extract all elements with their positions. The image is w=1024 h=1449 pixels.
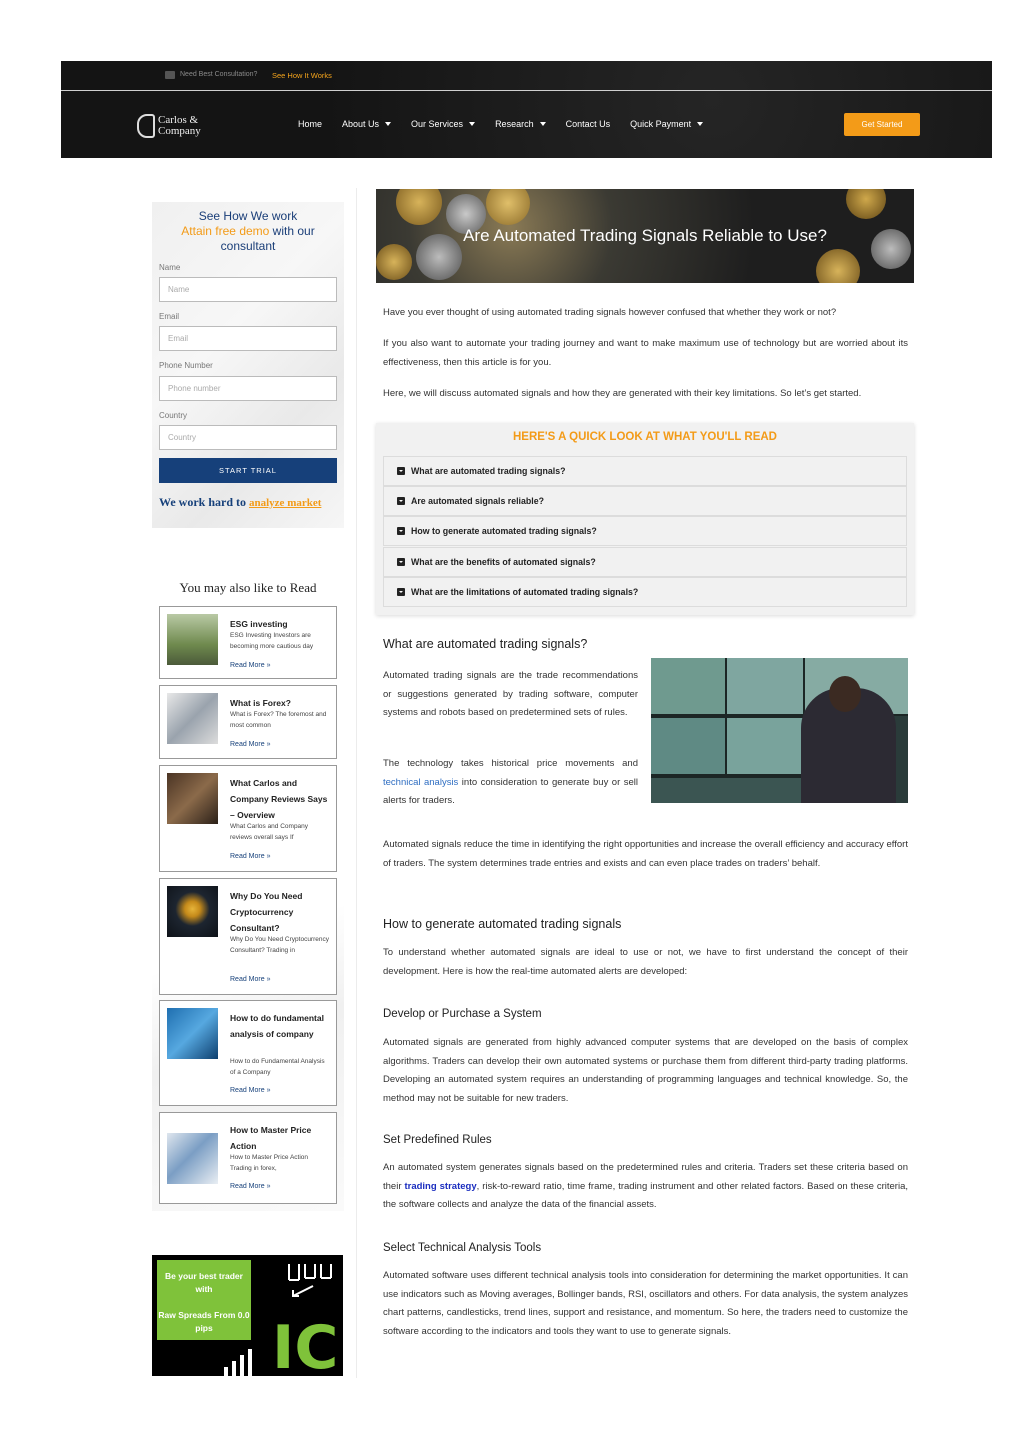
article-hero (376, 189, 914, 283)
toc-item[interactable]: Are automated signals reliable? (383, 486, 907, 516)
read-more-link[interactable]: Read More » (230, 853, 271, 860)
read-more-link[interactable]: Read More » (230, 1183, 271, 1190)
logo-mark-icon (137, 114, 155, 138)
card-title[interactable]: Why Do You Need Cryptocurrency Consultant? (230, 891, 303, 933)
forex-thumbnail (167, 693, 218, 744)
card-excerpt: Why Do You Need Cryptocurrency Consultant? Trading in (230, 936, 329, 954)
intro-paragraph: Have you ever thought of using automated trading signals however confused that whether they work or not? (383, 307, 837, 318)
read-more-link[interactable]: Read More » (230, 741, 271, 748)
demo-form (152, 202, 344, 528)
chevron-down-icon (469, 122, 475, 126)
sidebar-divider (356, 188, 357, 1378)
toc-heading: HERE'S A QUICK LOOK AT WHAT YOU'LL READ (512, 431, 777, 443)
caret-square-icon (397, 558, 405, 566)
card-excerpt: ESG Investing Investors are becoming more cautious day (230, 632, 314, 650)
name-label: Name (159, 263, 181, 272)
ad-text-box: Be your best trader with Raw Spreads From 0.0 pips (157, 1260, 251, 1340)
email-label: Email (159, 312, 180, 321)
ad-brand: IC (272, 1313, 339, 1376)
card-excerpt: What is Forex? The foremost and most common (230, 711, 327, 729)
related-card[interactable] (159, 765, 337, 872)
caret-square-icon (397, 497, 405, 505)
section-paragraph: Automated signals reduce the time in identifying the right opportunities and increase the overall efficiency and accuracy effort of traders. The system determines trade entries and exists and can even place trades on traders’ behalf. (383, 839, 908, 869)
site-header (61, 61, 992, 158)
toc-item[interactable]: What are automated trading signals? (383, 456, 907, 486)
related-card[interactable] (159, 606, 337, 679)
intro-paragraph: If you also want to automate your trading journey and want to make maximum use of technology but are worried about its effectiveness, then this article is for you. (383, 338, 908, 368)
caret-square-icon (397, 527, 405, 535)
toc-item[interactable]: What are the benefits of automated signals? (383, 547, 907, 577)
fundamental-analysis-thumbnail (167, 1008, 218, 1059)
nav-our-services[interactable]: Our Services (411, 119, 475, 129)
caret-square-icon (397, 467, 405, 475)
section-paragraph: Automated signals are generated from highly advanced computer systems that are developed on the basis of complex algorithms. Traders can develop their own automated systems or purchase them from different third-party trading platforms. Developing an automated system requires an understanding of programming languages and technical knowledge. So, the method may not be suitable for new traders. (383, 1037, 908, 1104)
section-paragraph: Automated software uses different technical analysis tools into consideration for determining the market opportunities. It can use indicators such as Moving averages, Bollinger bands, RSI, oscillators and others. For data analysis, the system analyzes chart patterns, candlesticks, trend lines, support and resistance, and momentum. So here, the traders need to customize the software according to the indicators and tools they want to use to generate signals. (383, 1270, 908, 1337)
crypto-thumbnail (167, 886, 218, 937)
read-more-link[interactable]: Read More » (230, 976, 271, 983)
start-trial-button[interactable]: START TRIAL (159, 458, 337, 483)
subsection-heading: Develop or Purchase a System (383, 1008, 542, 1020)
card-excerpt: How to do Fundamental Analysis of a Company (230, 1058, 325, 1076)
chevron-down-icon (540, 122, 546, 126)
nav-home[interactable]: Home (298, 119, 323, 129)
tagline: We work hard to analyze market (159, 495, 322, 509)
logo-text: Carlos & Company (158, 114, 201, 137)
ad-logo-icon (285, 1260, 337, 1300)
table-of-contents (376, 423, 914, 615)
main-nav (298, 119, 723, 129)
read-more-link[interactable]: Read More » (230, 662, 271, 669)
caret-square-icon (397, 588, 405, 596)
ic-markets-ad[interactable] (152, 1255, 343, 1376)
name-input[interactable]: Name (159, 277, 337, 302)
related-heading: You may also like to Read (179, 580, 317, 595)
article-title: Are Automated Trading Signals Reliable to Use? (463, 226, 827, 245)
technical-analysis-link[interactable]: technical analysis (383, 776, 459, 788)
chevron-down-icon (385, 122, 391, 126)
card-excerpt: How to Master Price Action Trading in forex, (230, 1154, 309, 1172)
trader-image (651, 658, 908, 803)
country-input[interactable]: Country (159, 425, 337, 450)
see-how-link[interactable]: See How It Works (272, 71, 332, 80)
top-bar (61, 61, 992, 91)
get-started-button[interactable]: Get Started (844, 113, 920, 136)
analyze-market-link[interactable]: analyze market (249, 497, 322, 509)
related-card[interactable] (159, 685, 337, 759)
toc-item[interactable]: How to generate automated trading signals? (383, 516, 907, 546)
section-heading: What are automated trading signals? (383, 637, 588, 651)
section-heading: How to generate automated trading signals (383, 917, 622, 931)
chevron-down-icon (697, 122, 703, 126)
nav-about-us[interactable]: About Us (342, 119, 391, 129)
phone-input[interactable]: Phone number (159, 376, 337, 401)
nav-contact-us[interactable]: Contact Us (565, 119, 611, 129)
read-more-link[interactable]: Read More » (230, 1087, 271, 1094)
section-paragraph: The technology takes historical price movements and technical analysis into consideration to generate buy or sell alerts for traders. (383, 758, 638, 807)
person-head (829, 676, 861, 712)
section-paragraph: An automated system generates signals based on the predetermined rules and criteria. Traders set these criteria based on their trading strategy, risk-to-reward ratio, time frame, trading instrument and other related factors. Based on these criteria, the software collects and analyze the data of the financial assets. (383, 1162, 908, 1211)
section-paragraph: Automated trading signals are the trade recommendations or suggestions generated by trading software, computer systems and robots based on predetermined sets of rules. (383, 670, 638, 719)
card-title[interactable]: What is Forex? (230, 698, 291, 708)
esg-thumbnail (167, 614, 218, 665)
related-card[interactable] (159, 1112, 337, 1204)
card-excerpt: What Carlos and Company reviews overall says If (230, 823, 309, 841)
phone-label: Phone Number (159, 361, 213, 370)
card-title[interactable]: How to Master Price Action (230, 1125, 312, 1151)
intro-paragraph: Here, we will discuss automated signals and how they are generated with their key limitations. So let’s get started. (383, 388, 862, 399)
related-card[interactable] (159, 878, 337, 995)
logo[interactable] (137, 114, 201, 138)
reviews-thumbnail (167, 773, 218, 824)
nav-quick-payment[interactable]: Quick Payment (630, 119, 703, 129)
toc-item[interactable]: What are the limitations of automated trading signals? (383, 577, 907, 607)
card-title[interactable]: How to do fundamental analysis of company (230, 1013, 324, 1039)
form-title: See How We work (198, 209, 298, 223)
section-paragraph: To understand whether automated signals are ideal to use or not, we have to first understand the concept of their development. Here is how the real-time automated alerts are developed: (383, 947, 908, 977)
consultation-text: Need Best Consultation? (180, 71, 258, 78)
mail-icon (165, 71, 175, 79)
country-label: Country (159, 411, 188, 420)
nav-research[interactable]: Research (495, 119, 546, 129)
subsection-heading: Select Technical Analysis Tools (383, 1242, 542, 1254)
email-input[interactable]: Email (159, 326, 337, 351)
price-action-thumbnail (167, 1133, 218, 1184)
related-card[interactable] (159, 1000, 337, 1106)
subsection-heading: Set Predefined Rules (383, 1134, 492, 1146)
ad-bars-icon (222, 1345, 262, 1376)
trading-strategy-link[interactable]: trading strategy (404, 1180, 477, 1192)
card-title[interactable]: ESG investing (230, 619, 288, 629)
form-subtitle: Attain free demo with our consultant (181, 224, 315, 253)
card-title[interactable]: What Carlos and Company Reviews Says – Overview (230, 778, 328, 820)
